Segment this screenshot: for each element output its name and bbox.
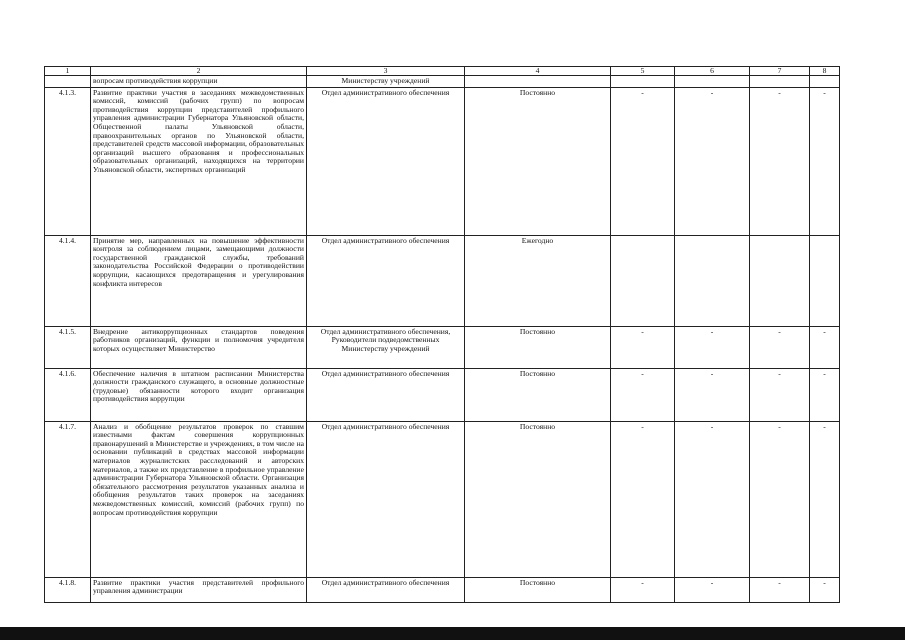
column-header: 8 [810, 67, 840, 76]
measure-description: Анализ и обобщение результатов проверок по ставшим известными фактам совершения коррупционных правонарушений в Министерстве и учреждениях, в том числе на основании публикаций в средствах массовой информации материалов журналистских расследований и авторских материалов, а также их представление в профильное управление администрации Губернатора Ульяновской области. Организация обязательного рассмотрения результатов указанных анализа и обобщения результатов таких проверок на заседаниях межведомственных комиссий, комиссий (рабочих групп) по вопросам противодействия коррупции [91, 421, 307, 577]
deadline: Ежегодно [465, 235, 611, 326]
value-cell [675, 235, 750, 326]
responsible-unit: Отдел административного обеспечения [307, 87, 465, 235]
value-cell: - [611, 87, 675, 235]
value-cell [750, 235, 810, 326]
deadline: Постоянно [465, 368, 611, 421]
row-number: 4.1.3. [45, 87, 91, 235]
responsible-unit: Отдел административного обеспечения [307, 421, 465, 577]
value-cell: - [750, 577, 810, 602]
value-cell [611, 235, 675, 326]
value-cell: - [810, 87, 840, 235]
column-header: 1 [45, 67, 91, 76]
row-number: 4.1.6. [45, 368, 91, 421]
column-header: 7 [750, 67, 810, 76]
value-cell: - [611, 326, 675, 368]
column-header: 4 [465, 67, 611, 76]
table-row [45, 368, 840, 421]
value-cell: - [611, 577, 675, 602]
measure-description: Обеспечение наличия в штатном расписании Министерства должности гражданского служащего, в основные должностные (трудовые) обязанности которого входит организация противодействия коррупции [91, 368, 307, 421]
responsible-unit: Отдел административного обеспечения [307, 577, 465, 602]
value-cell [611, 76, 675, 88]
value-cell: - [675, 326, 750, 368]
row-number [45, 76, 91, 88]
deadline: Постоянно [465, 87, 611, 235]
responsible-unit: Министерству учреждений [307, 76, 465, 88]
deadline [465, 76, 611, 88]
value-cell: - [611, 368, 675, 421]
value-cell: - [611, 421, 675, 577]
value-cell: - [750, 326, 810, 368]
deadline: Постоянно [465, 326, 611, 368]
value-cell [810, 76, 840, 88]
value-cell: - [750, 421, 810, 577]
value-cell: - [750, 368, 810, 421]
value-cell: - [675, 577, 750, 602]
table-row [45, 577, 840, 602]
measure-description: вопросам противодействия коррупции [91, 76, 307, 88]
scan-bottom-edge [0, 627, 905, 640]
value-cell: - [810, 421, 840, 577]
table-row [45, 76, 840, 88]
table-row [45, 326, 840, 368]
deadline: Постоянно [465, 421, 611, 577]
responsible-unit: Отдел административного обеспечения [307, 235, 465, 326]
column-header: 2 [91, 67, 307, 76]
row-number: 4.1.4. [45, 235, 91, 326]
table-row [45, 235, 840, 326]
responsible-unit: Отдел административного обеспечения, Руководители подведомственных Министерству учреждений [307, 326, 465, 368]
value-cell: - [810, 326, 840, 368]
measure-description: Развитие практики участия в заседаниях межведомственных комиссий, комиссий (рабочих групп) по вопросам противодействия коррупции представителей профильного управления администрации Губернатора Ульяновской области, Общественной палаты Ульяновской области, правоохранительных органов по Ульяновской области, представителей средств массовой информации, образовательных организаций высшего образования и профессиональных образовательных организаций, находящихся на территории Ульяновской области, экспертных организаций [91, 87, 307, 235]
row-number: 4.1.5. [45, 326, 91, 368]
responsible-unit: Отдел административного обеспечения [307, 368, 465, 421]
measures-table [44, 66, 840, 603]
value-cell: - [675, 421, 750, 577]
value-cell: - [675, 368, 750, 421]
value-cell [675, 76, 750, 88]
measure-description: Принятие мер, направленных на повышение эффективности контроля за соблюдением лицами, замещающими должности государственной гражданской службы, требований законодательства Российской Федерации о противодействии коррупции, касающихся предотвращения и урегулирования конфликта интересов [91, 235, 307, 326]
value-cell: - [675, 87, 750, 235]
table-header-row [45, 67, 840, 76]
table-row [45, 87, 840, 235]
value-cell [810, 235, 840, 326]
deadline: Постоянно [465, 577, 611, 602]
column-header: 5 [611, 67, 675, 76]
measure-description: Развитие практики участия представителей профильного управления администрации [91, 577, 307, 602]
table-row [45, 421, 840, 577]
column-header: 3 [307, 67, 465, 76]
value-cell: - [810, 577, 840, 602]
measure-description: Внедрение антикоррупционных стандартов поведения работников организаций, функции и полномочия учредителя которых осуществляет Министерство [91, 326, 307, 368]
value-cell: - [810, 368, 840, 421]
row-number: 4.1.7. [45, 421, 91, 577]
row-number: 4.1.8. [45, 577, 91, 602]
value-cell [750, 76, 810, 88]
column-header: 6 [675, 67, 750, 76]
value-cell: - [750, 87, 810, 235]
